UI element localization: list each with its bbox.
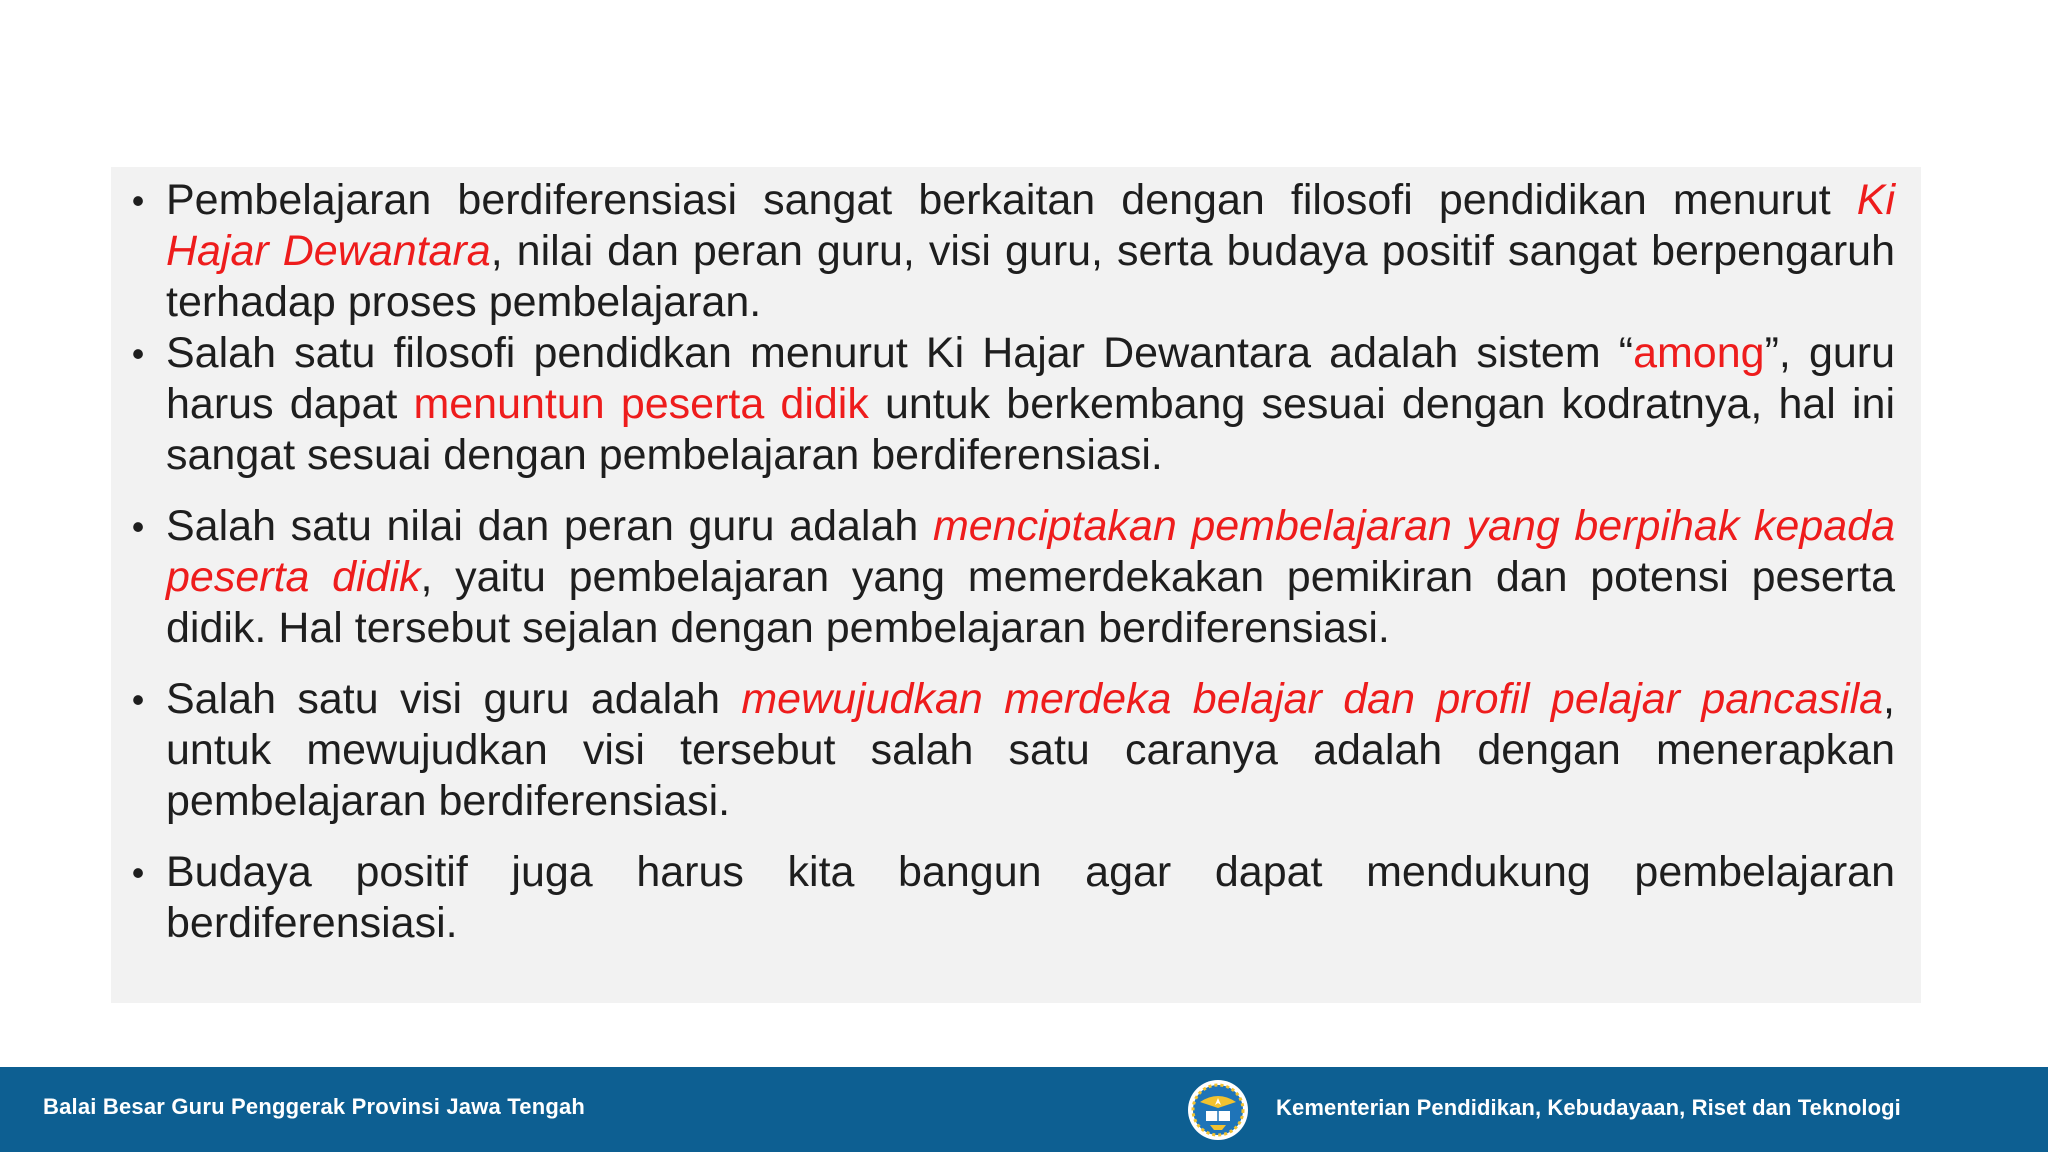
bullet-item — [111, 847, 1921, 949]
highlight-italic-text: mewujudkan merdeka belajar dan profil pelajar pancasila — [741, 675, 1884, 723]
text-segment: , nilai dan peran guru, visi guru, serta budaya positif sangat berpengaruh terhadap proses pembelajaran. — [166, 227, 1895, 326]
footer-bar — [0, 1067, 2048, 1152]
highlight-italic-text: menciptakan pembelajaran yang berpihak kepada peserta didik — [166, 502, 1896, 601]
footer-ministry-label: Kementerian Pendidikan, Kebudayaan, Riset dan Teknologi — [1276, 1095, 1901, 1120]
bullet-dot: • — [131, 679, 145, 720]
text-segment: , untuk mewujudkan visi tersebut salah satu caranya adalah dengan menerapkan pembelajaran berdiferensiasi. — [166, 675, 1895, 825]
bullet-dot: • — [131, 333, 145, 374]
content-box — [111, 167, 1921, 1003]
bullet-item — [111, 328, 1921, 481]
tut-wuri-handayani-logo-icon — [1186, 1078, 1250, 1142]
text-segment: Budaya positif juga harus kita bangun agar dapat mendukung pembelajaran berdiferensiasi. — [166, 848, 1895, 947]
text-segment: Salah satu visi guru adalah — [166, 675, 742, 723]
text-segment: Salah satu nilai dan peran guru adalah — [166, 502, 933, 550]
highlight-text: among — [1633, 329, 1765, 377]
text-segment: Pembelajaran berdiferensiasi sangat berkaitan dengan filosofi pendidikan menurut — [166, 176, 1857, 224]
bullet-dot: • — [131, 506, 145, 547]
text-segment: untuk berkembang sesuai dengan kodratnya, hal ini sangat sesuai dengan pembelajaran berdiferensiasi. — [166, 380, 1895, 479]
bullet-dot: • — [131, 852, 145, 893]
bullet-dot: • — [131, 180, 145, 221]
bullet-item — [111, 501, 1921, 654]
bullet-item — [111, 674, 1921, 827]
text-segment: , yaitu pembelajaran yang memerdekakan pemikiran dan potensi peserta didik. Hal tersebut sejalan dengan pembelajaran berdiferensiasi. — [166, 553, 1895, 652]
text-segment: ”, guru harus dapat — [166, 329, 1896, 428]
text-segment: Salah satu filosofi pendidkan menurut Ki Hajar Dewantara adalah sistem “ — [166, 329, 1634, 377]
footer-institution-label: Balai Besar Guru Penggerak Provinsi Jawa Tengah — [43, 1094, 586, 1119]
highlight-text: menuntun peserta didik — [413, 380, 869, 428]
highlight-italic-text: Ki Hajar Dewantara — [166, 176, 1895, 275]
bullet-list — [111, 175, 1921, 949]
bullet-item — [111, 175, 1921, 328]
